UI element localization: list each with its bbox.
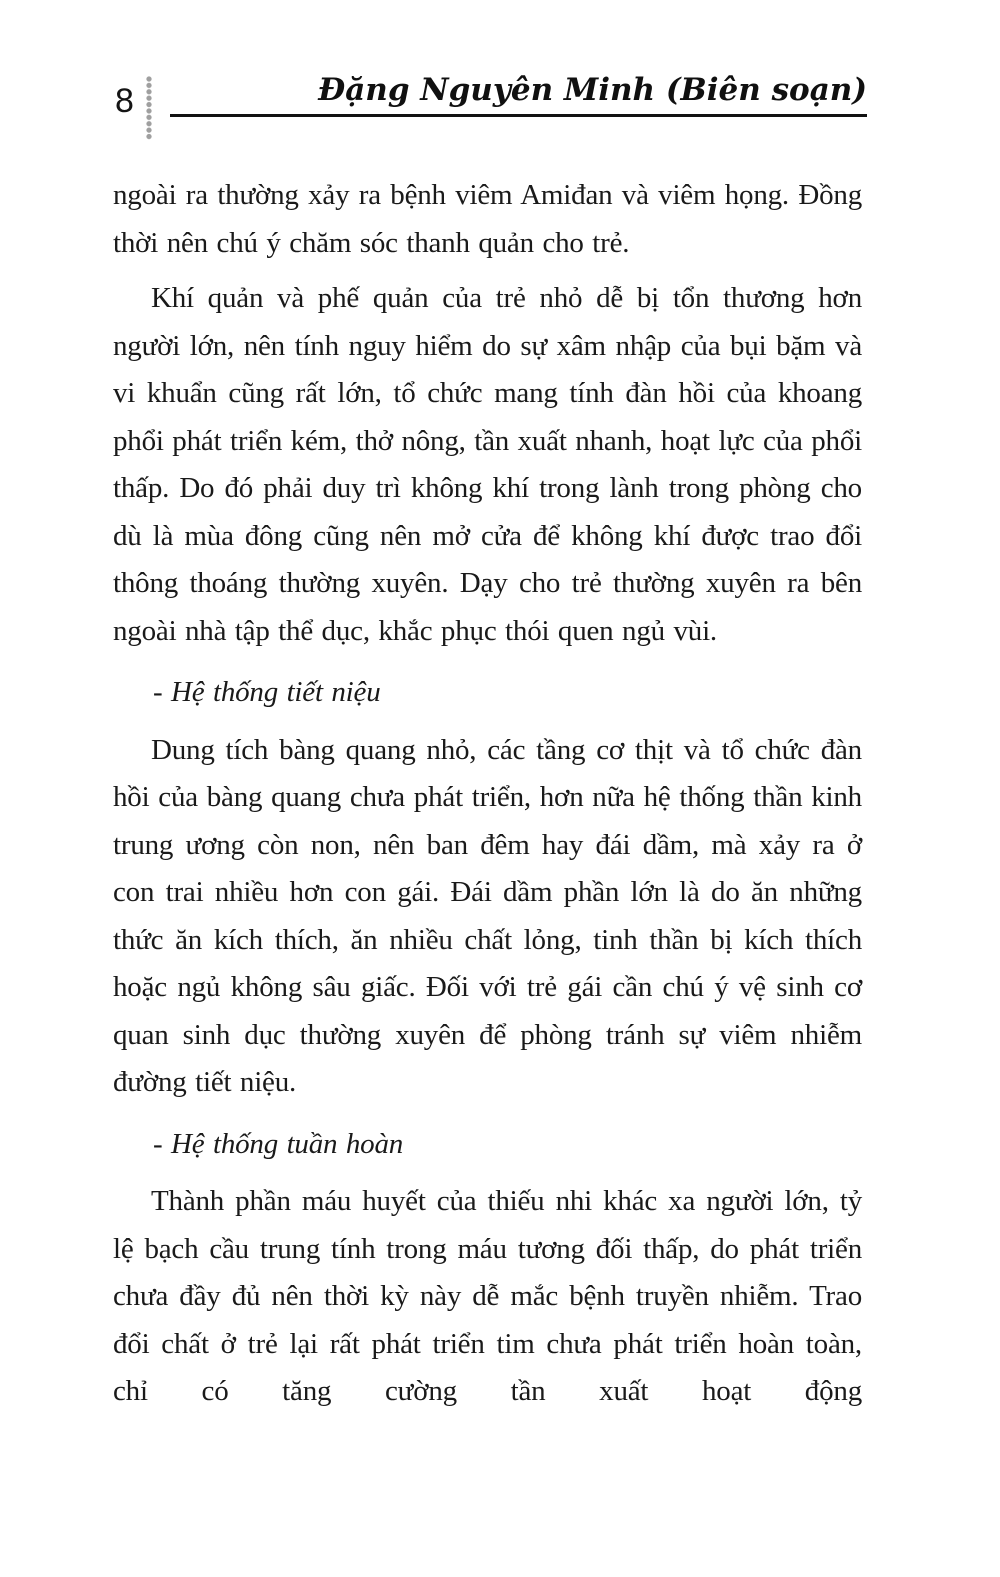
page-body [113, 172, 862, 1424]
dotted-divider [146, 76, 152, 140]
paragraph-urinary-system: Dung tích bàng quang nhỏ, các tầng cơ thịt và tổ chức đàn hồi của bàng quang chưa phát triển, hơn nữa hệ thống thần kinh trung ương còn non, nên ban đêm hay đái dầm, mà xảy ra ở con trai nhiều hơn con gái. Đái dầm phần lớn là do ăn những thức ăn kích thích, ăn nhiều chất lỏng, tinh thần bị kích thích hoặc ngủ không sâu giấc. Đối với trẻ gái cần chú ý vệ sinh cơ quan sinh dục thường xuyên để phòng tránh sự viêm nhiễm đường tiết niệu. [113, 733, 862, 1098]
page-number: 8 [115, 82, 134, 120]
paragraph-circulatory-system: Thành phần máu huyết của thiếu nhi khác xa người lớn, tỷ lệ bạch cầu trung tính trong máu tương đối thấp, do phát triển chưa đầy đủ nên thời kỳ này dễ mắc bệnh truyền nhiễm. Trao đổi chất ở trẻ lại rất phát triển tim chưa phát triển hoàn toàn, chỉ có tăng cường tần xuất hoạt động [113, 1185, 862, 1407]
paragraph-continued-from-previous-page: ngoài ra thường xảy ra bệnh viêm Amiđan và viêm họng. Đồng thời nên chú ý chăm sóc thanh quản cho trẻ. [113, 179, 862, 259]
header-rule [170, 114, 867, 117]
subheading-urinary-system: - Hệ thống tiết niệu [153, 676, 381, 708]
running-title: Đặng Nguyên Minh (Biên soạn) [318, 72, 867, 108]
subheading-circulatory-system: - Hệ thống tuần hoàn [153, 1127, 404, 1160]
paragraph-respiratory: Khí quản và phế quản của trẻ nhỏ dễ bị tổn thương hơn người lớn, nên tính nguy hiểm do sự xâm nhập của bụi bặm và vi khuẩn cũng rất lớn, tổ chức mang tính đàn hồi của khoang phổi phát triển kém, thở nông, tần xuất nhanh, hoạt lực của phổi thấp. Do đó phải duy trì không khí trong lành trong phòng cho dù là mùa đông cũng nên mở cửa để không khí được trao đổi thông thoáng thường xuyên. Dạy cho trẻ thường xuyên ra bên ngoài nhà tập thể dục, khắc phục thói quen ngủ vùi. [113, 282, 863, 647]
